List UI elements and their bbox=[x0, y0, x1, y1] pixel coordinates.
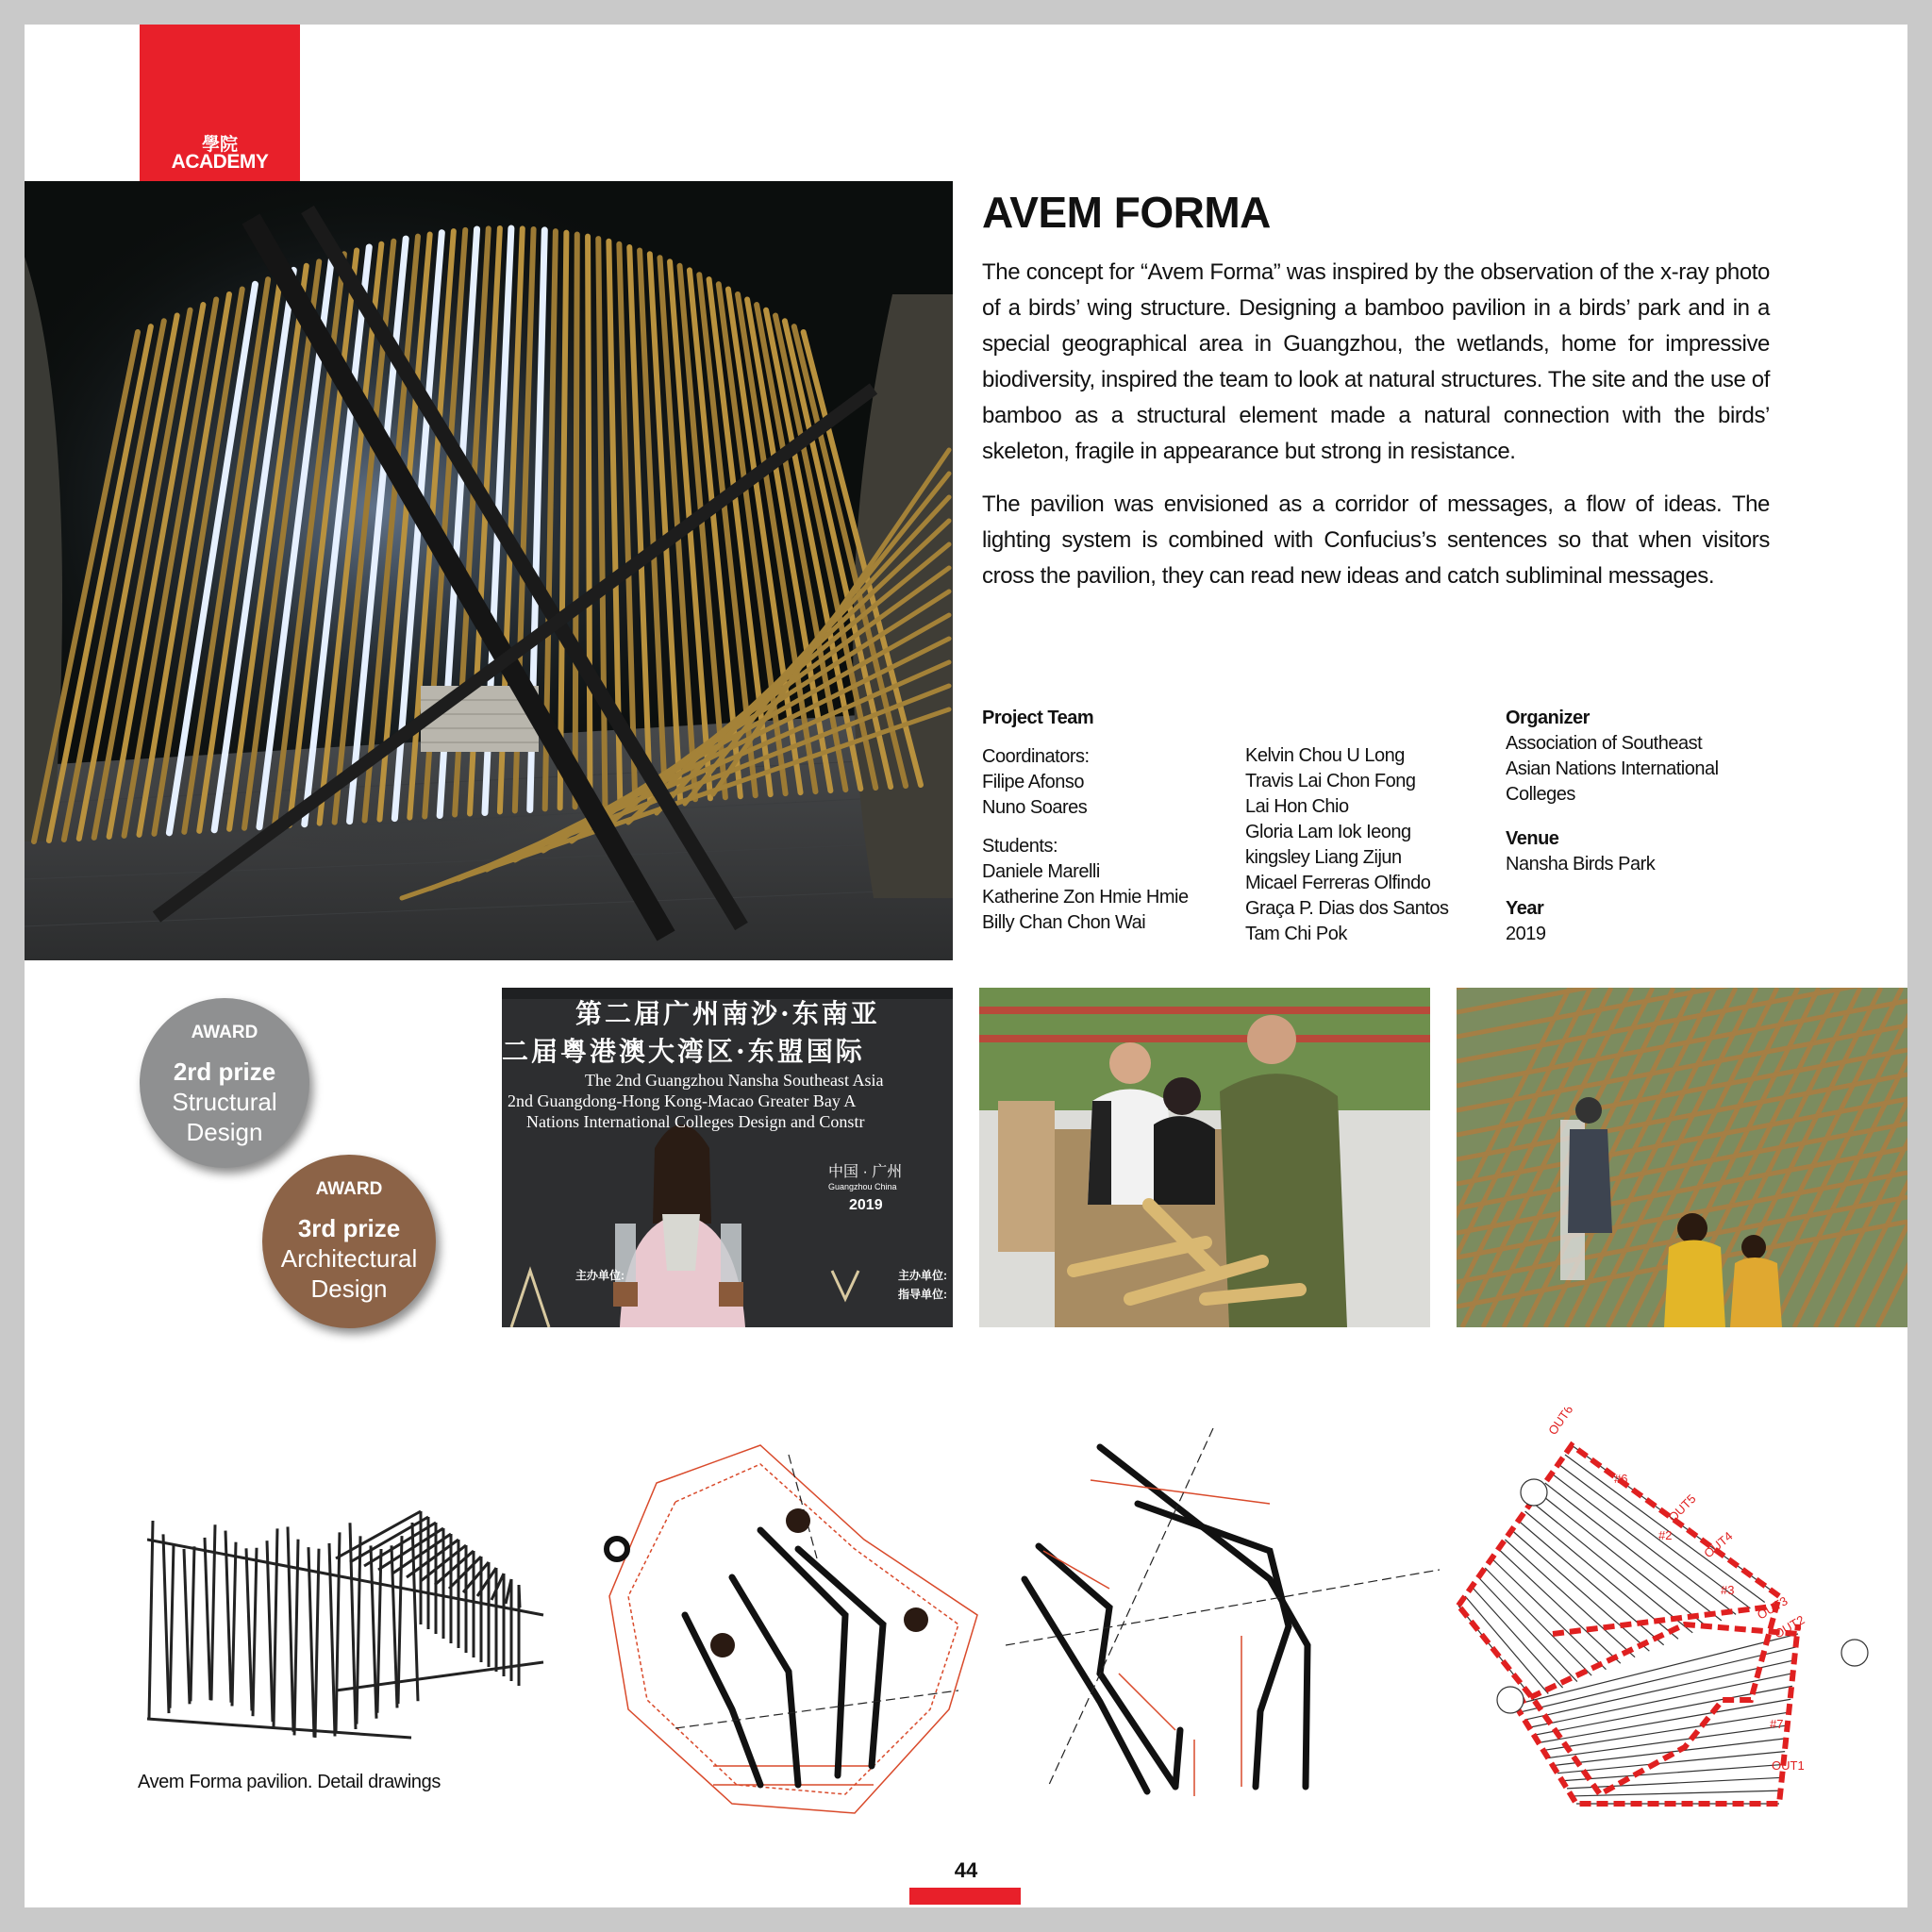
ceremony-banner-en-1: The 2nd Guangzhou Nansha Southeast Asia bbox=[585, 1071, 884, 1090]
joint-detail-drawing-1 bbox=[572, 1426, 987, 1823]
project-title: AVEM FORMA bbox=[982, 188, 1271, 237]
section-tab-cn: 學院 bbox=[201, 135, 238, 155]
pavilion-night-image bbox=[25, 181, 953, 960]
plan-label-out6: OUT6 bbox=[1545, 1407, 1576, 1438]
workshop-photo bbox=[979, 988, 1430, 1327]
project-meta bbox=[1506, 706, 1719, 947]
ceremony-banner-en-2: 2nd Guangdong-Hong Kong-Macao Greater Bay A bbox=[508, 1091, 857, 1110]
ceremony-banner-cn-2: 二届粤港澳大湾区·东盟国际 bbox=[502, 1036, 865, 1067]
year-label: Year bbox=[1506, 898, 1544, 919]
organizer-label: Organizer bbox=[1506, 708, 1590, 728]
award-ceremony-photo bbox=[502, 988, 953, 1327]
plan-label-out5: OUT5 bbox=[1665, 1491, 1699, 1525]
award-prize-line: Architectural bbox=[280, 1244, 418, 1273]
team-heading: Project Team bbox=[982, 708, 1094, 728]
coordinator: Nuno Soares bbox=[982, 797, 1088, 818]
student: Tam Chi Pok bbox=[1245, 924, 1347, 944]
ceremony-banner-cn-1: 第二届广州南沙·东南亚 bbox=[575, 998, 880, 1029]
student: kingsley Liang Zijun bbox=[1245, 847, 1402, 868]
ceremony-host-right: 主办单位: bbox=[898, 1269, 947, 1282]
plan-label-out4: OUT4 bbox=[1701, 1528, 1736, 1561]
venue-value: Nansha Birds Park bbox=[1506, 854, 1656, 874]
plan-label-6: #6 bbox=[1614, 1472, 1628, 1486]
plan-label-7: #7 bbox=[1770, 1717, 1784, 1731]
organizer-line: Colleges bbox=[1506, 784, 1575, 805]
ceremony-place-en: Guangzhou China bbox=[828, 1182, 897, 1191]
student: Travis Lai Chon Fong bbox=[1245, 771, 1416, 791]
award-badge-architectural bbox=[262, 1155, 436, 1328]
award-prize-line: Design bbox=[186, 1118, 263, 1146]
student: Graça P. Dias dos Santos bbox=[1245, 898, 1449, 919]
ceremony-banner-en-3: Nations International Colleges Design and Constr bbox=[526, 1112, 865, 1131]
ceremony-place-cn: 中国 · 广州 bbox=[828, 1164, 903, 1180]
dimensioned-joint-detail bbox=[572, 1426, 987, 1823]
plan-zones-drawing bbox=[1440, 1407, 1892, 1823]
student: Micael Ferreras Olfindo bbox=[1245, 873, 1431, 893]
page-number-bar bbox=[909, 1888, 1021, 1905]
drawings-caption: Avem Forma pavilion. Detail drawings bbox=[138, 1772, 441, 1792]
ceremony-guide: 指导单位: bbox=[898, 1288, 947, 1301]
plan-zones-diagram bbox=[1440, 1407, 1892, 1823]
section-joint-detail bbox=[1006, 1428, 1449, 1824]
plan-label-3: #3 bbox=[1721, 1583, 1735, 1597]
award-prize-rank: 3rd prize bbox=[297, 1214, 401, 1242]
plan-label-out3: OUT3 bbox=[1755, 1593, 1790, 1623]
award-prize-line: Structural bbox=[172, 1088, 277, 1116]
description-paragraph-1: The concept for “Avem Forma” was inspired by the observation of the x-ray photo of a birds’ wing structure. Designing a bamboo pavilion in a birds’ park and in a special geographical area in Guangzhou, the wetlands, home for impressive biodiversity, inspired the team to look at natural structures. The site and the use of bamboo as a structural element made a natural connection with the birds’ skeleton, fragile in appearance but strong in resistance. bbox=[982, 259, 1770, 464]
page bbox=[25, 25, 1907, 1907]
project-description bbox=[982, 255, 1770, 611]
team-column-2 bbox=[1245, 743, 1449, 947]
award-prize-line: Design bbox=[310, 1274, 388, 1303]
award-badge-structural bbox=[140, 998, 309, 1168]
coordinator: Filipe Afonso bbox=[982, 772, 1085, 792]
construction-photo bbox=[1457, 988, 1907, 1327]
student: Daniele Marelli bbox=[982, 861, 1100, 882]
hero-photo bbox=[25, 181, 953, 960]
description-paragraph-2: The pavilion was envisioned as a corridor of messages, a flow of ideas. The lighting system is combined with Confucius’s sentences so that when visitors cross the pavilion, they can read new ideas and catch subliminal messages. bbox=[982, 491, 1770, 589]
student: Kelvin Chou U Long bbox=[1245, 745, 1405, 766]
award-prize-rank: 2rd prize bbox=[173, 1058, 276, 1086]
award-prize bbox=[262, 1213, 436, 1304]
plan-label-out2: OUT2 bbox=[1772, 1612, 1807, 1641]
wireframe-model-drawing bbox=[147, 1502, 553, 1757]
plan-label-2: #2 bbox=[1658, 1528, 1673, 1542]
year-value: 2019 bbox=[1506, 924, 1546, 944]
student: Lai Hon Chio bbox=[1245, 796, 1349, 817]
section-tab bbox=[140, 25, 300, 181]
venue-label: Venue bbox=[1506, 828, 1559, 849]
organizer-line: Asian Nations International bbox=[1506, 758, 1719, 779]
plan-label-out1: OUT1 bbox=[1772, 1758, 1805, 1773]
students-label: Students: bbox=[982, 836, 1058, 857]
students-assembling-bamboo bbox=[979, 988, 1430, 1327]
joint-detail-drawing-2 bbox=[1006, 1428, 1449, 1824]
coordinators-label: Coordinators: bbox=[982, 746, 1090, 767]
organizer-line: Association of Southeast bbox=[1506, 733, 1703, 754]
team-column-1 bbox=[982, 706, 1189, 936]
award-label: AWARD bbox=[191, 1023, 258, 1042]
award-prize bbox=[140, 1057, 309, 1147]
student: Katherine Zon Hmie Hmie bbox=[982, 887, 1189, 908]
ceremony-host-left: 主办单位: bbox=[575, 1269, 625, 1282]
pavilion-3d-wireframe bbox=[147, 1502, 553, 1757]
ceremony-year: 2019 bbox=[849, 1197, 883, 1213]
page-number: 44 bbox=[954, 1858, 978, 1882]
student: Gloria Lam Iok Ieong bbox=[1245, 822, 1411, 842]
student: Billy Chan Chon Wai bbox=[982, 912, 1146, 933]
award-label: AWARD bbox=[315, 1179, 383, 1199]
bamboo-structure-interior bbox=[1457, 988, 1907, 1327]
section-tab-label: ACADEMY bbox=[171, 151, 269, 173]
